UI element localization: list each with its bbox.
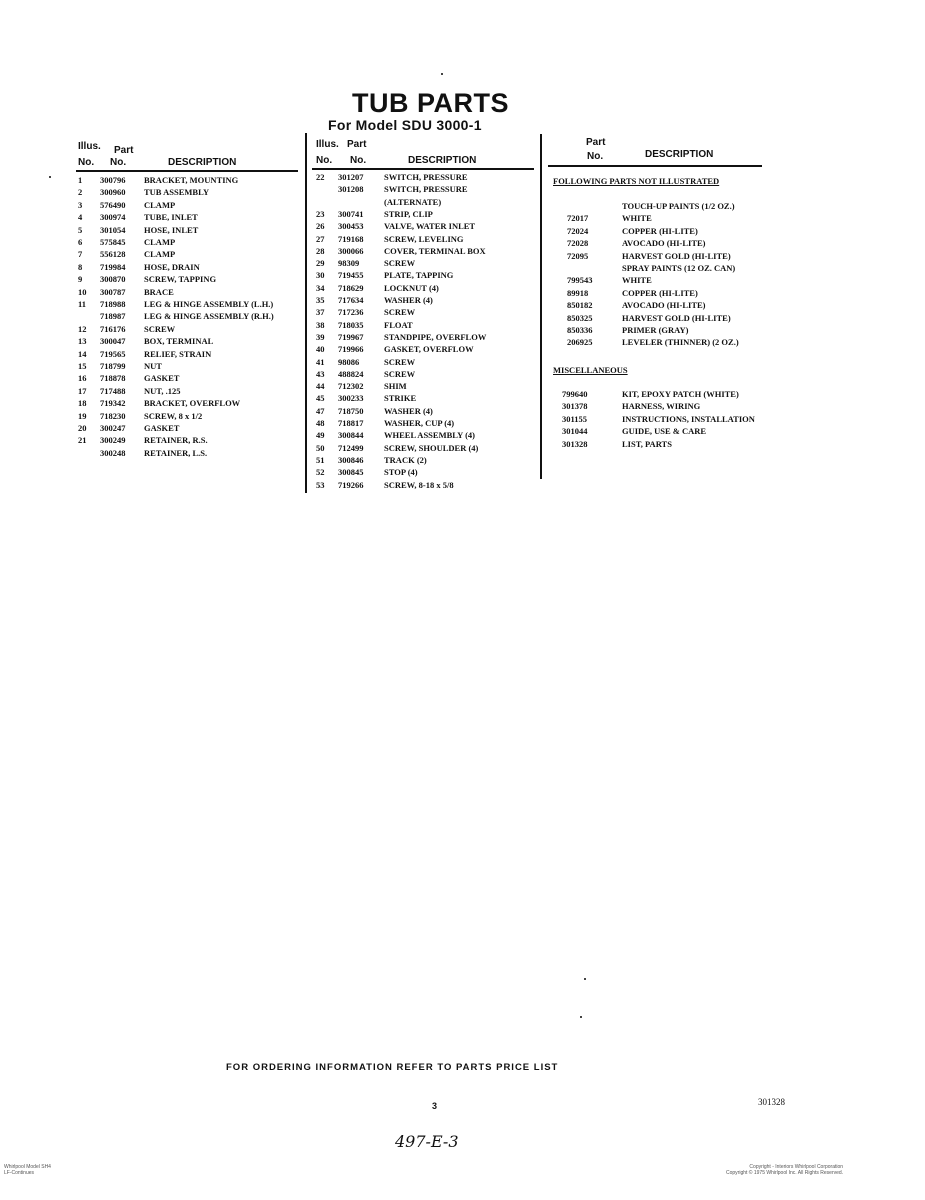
illus-number: 8 <box>78 261 83 272</box>
part-number: 718817 <box>338 418 364 428</box>
part-description: HOSE, DRAIN <box>144 261 200 272</box>
col3-header-description: DESCRIPTION <box>645 149 714 160</box>
part-number: 301155 <box>562 413 588 424</box>
part-description: FLOAT <box>384 319 413 330</box>
part-number: 89918 <box>567 287 589 298</box>
illus-number: 53 <box>316 479 325 490</box>
scan-speck <box>580 1016 582 1018</box>
part-description: CLAMP <box>144 237 176 247</box>
part-number: 716176 <box>100 323 126 334</box>
part-description: COPPER (HI-LITE) <box>622 225 698 236</box>
col2-header-illus: Illus. <box>316 139 339 150</box>
part-description: COVER, TERMINAL BOX <box>384 245 486 256</box>
col2-header-part: Part <box>347 139 367 150</box>
ordering-info-footer: FOR ORDERING INFORMATION REFER TO PARTS PRICE LIST <box>226 1062 559 1073</box>
col1-header-no-part: No. <box>110 157 127 168</box>
part-number: 717488 <box>100 385 126 396</box>
part-description: AVOCADO (HI-LITE) <box>622 300 706 311</box>
illus-number: 15 <box>78 361 87 371</box>
part-description: SCREW <box>384 356 416 367</box>
part-number: 719342 <box>100 398 126 409</box>
col3-header-rule <box>548 165 762 167</box>
part-number: 718987 <box>100 311 126 322</box>
part-description: WHITE <box>622 275 652 286</box>
part-number: 719967 <box>338 331 364 342</box>
illus-number: 6 <box>78 237 83 247</box>
illus-number: 4 <box>78 212 83 223</box>
part-description: INSTRUCTIONS, INSTALLATION <box>622 413 755 424</box>
illus-number: 34 <box>316 282 325 293</box>
fine-print-right: Copyright - Interiors Whirlpool Corporation Copyright © 1975 Whirlpool Inc. All Rights Reserved. <box>726 1164 844 1176</box>
illus-number: 21 <box>78 435 87 446</box>
part-description: LEG & HINGE ASSEMBLY (L.H.) <box>144 299 274 309</box>
part-number: 300233 <box>338 393 364 404</box>
illus-number: 39 <box>316 331 325 342</box>
illus-number: 3 <box>78 199 83 210</box>
part-number: 300066 <box>338 245 364 256</box>
part-description: LIST, PARTS <box>622 438 672 449</box>
illus-number: 7 <box>78 249 83 260</box>
part-number: 300796 <box>100 175 126 185</box>
part-number: 300741 <box>338 208 364 219</box>
illus-number: 51 <box>316 454 325 465</box>
part-description: HARVEST GOLD (HI-LITE) <box>622 250 731 261</box>
section-miscellaneous: MISCELLANEOUS <box>553 365 628 375</box>
part-number: 72095 <box>567 250 589 261</box>
illus-number: 1 <box>78 175 83 185</box>
col1-header-rule <box>76 170 298 172</box>
illus-number: 23 <box>316 208 325 219</box>
part-description: RETAINER, R.S. <box>144 435 208 446</box>
fine-print-left: Whirlpool Model SH4 LF-Continues <box>4 1164 51 1176</box>
part-description: RETAINER, L.S. <box>144 447 208 458</box>
illus-number: 27 <box>316 233 325 244</box>
part-description: SWITCH, PRESSURE <box>384 172 468 182</box>
section-not-illustrated: FOLLOWING PARTS NOT ILLUSTRATED <box>553 176 720 186</box>
part-description: SWITCH, PRESSURE <box>384 184 468 195</box>
part-description: GUIDE, USE & CARE <box>622 426 707 437</box>
part-number: 850182 <box>567 300 593 311</box>
part-number: 301044 <box>562 426 588 437</box>
illus-number: 22 <box>316 172 325 182</box>
part-number: 712499 <box>338 442 364 453</box>
col3-header-no: No. <box>587 151 604 162</box>
part-description: SCREW <box>384 307 416 318</box>
col2-header-rule <box>312 168 534 170</box>
part-number: 556128 <box>100 249 126 260</box>
part-number: 850336 <box>567 325 593 335</box>
part-description: LOCKNUT (4) <box>384 282 439 293</box>
scan-speck <box>584 978 586 980</box>
part-number: 300248 <box>100 447 126 458</box>
part-number: 300787 <box>100 286 126 297</box>
part-description: WHITE <box>622 213 652 224</box>
col3-header-part: Part <box>586 137 606 148</box>
illus-number: 9 <box>78 274 83 285</box>
part-description: WASHER (4) <box>384 405 433 416</box>
scan-speck <box>441 73 443 75</box>
part-description: WASHER (4) <box>384 295 433 305</box>
part-number: 719966 <box>338 344 364 355</box>
col1-header-illus: Illus. <box>78 141 101 152</box>
illus-number: 30 <box>316 270 325 281</box>
part-description: AVOCADO (HI-LITE) <box>622 238 706 249</box>
part-description: STRIP, CLIP <box>384 208 433 219</box>
part-description: COPPER (HI-LITE) <box>622 287 698 298</box>
handwritten-note: 497-E-3 <box>395 1132 459 1151</box>
part-description: SCREW, LEVELING <box>384 233 464 244</box>
part-number: 301208 <box>338 184 364 195</box>
part-number: 719565 <box>100 348 126 359</box>
part-description: SCREW <box>144 323 176 334</box>
illus-number: 26 <box>316 221 325 232</box>
part-description: HARVEST GOLD (HI-LITE) <box>622 312 731 323</box>
illus-number: 37 <box>316 307 325 318</box>
part-number: 718750 <box>338 405 364 416</box>
part-number: 72028 <box>567 238 589 249</box>
part-number: 799543 <box>567 275 593 286</box>
part-description: STANDPIPE, OVERFLOW <box>384 331 487 342</box>
part-description: KIT, EPOXY PATCH (WHITE) <box>622 389 739 399</box>
part-description: NUT, .125 <box>144 385 181 396</box>
part-description: LEG & HINGE ASSEMBLY (R.H.) <box>144 311 274 322</box>
col1-header-description: DESCRIPTION <box>168 157 237 168</box>
part-description: BRACE <box>144 286 174 297</box>
part-number: 718629 <box>338 282 364 293</box>
part-number: 301378 <box>562 401 588 412</box>
col1-header-part: Part <box>114 145 134 156</box>
part-description: WHEEL ASSEMBLY (4) <box>384 430 476 441</box>
part-number: 98086 <box>338 356 360 367</box>
part-description: CLAMP <box>144 199 176 210</box>
illus-number: 16 <box>78 373 87 384</box>
part-description: SCREW, 8 x 1/2 <box>144 410 203 421</box>
page-number: 3 <box>432 1101 438 1111</box>
part-description: STRIKE <box>384 393 417 404</box>
document-number: 301328 <box>758 1097 785 1107</box>
part-number: 719984 <box>100 261 126 272</box>
part-number: 799640 <box>562 389 588 399</box>
part-description: CLAMP <box>144 249 176 260</box>
illus-number: 43 <box>316 368 325 379</box>
part-description: TUBE, INLET <box>144 212 198 223</box>
part-number: 719168 <box>338 233 364 244</box>
part-description: SCREW <box>384 258 416 269</box>
part-number: 301328 <box>562 438 588 449</box>
part-number: 300047 <box>100 336 126 347</box>
part-description: BRACKET, OVERFLOW <box>144 398 241 409</box>
part-description: LEVELER (THINNER) (2 OZ.) <box>622 337 739 348</box>
part-number: 98309 <box>338 258 360 269</box>
illus-number: 10 <box>78 286 87 297</box>
part-description: SCREW, TAPPING <box>144 274 217 285</box>
part-description: SCREW <box>384 368 416 379</box>
illus-number: 28 <box>316 245 325 256</box>
illus-number: 52 <box>316 467 325 478</box>
part-number: 712302 <box>338 381 364 392</box>
part-description: GASKET <box>144 373 180 384</box>
part-number: 300974 <box>100 212 126 223</box>
column-divider-2 <box>540 134 542 479</box>
part-description: BRACKET, MOUNTING <box>144 175 239 185</box>
part-number: 300453 <box>338 221 364 232</box>
part-number: 72017 <box>567 213 589 224</box>
part-number: 718799 <box>100 361 126 371</box>
part-number: 718988 <box>100 299 126 309</box>
illus-number: 12 <box>78 323 87 334</box>
part-number: 576490 <box>100 199 126 210</box>
part-description: BOX, TERMINAL <box>144 336 214 347</box>
illus-number: 49 <box>316 430 325 441</box>
page-subtitle: For Model SDU 3000-1 <box>328 117 482 133</box>
part-description: STOP (4) <box>384 467 418 478</box>
illus-number: 14 <box>78 348 87 359</box>
column-divider-1 <box>305 133 307 493</box>
col2-header-no-part: No. <box>350 155 367 166</box>
part-description: PRIMER (GRAY) <box>622 325 689 335</box>
part-description: TOUCH-UP PAINTS (1/2 OZ.) <box>622 201 735 211</box>
col2-header-no: No. <box>316 155 333 166</box>
part-description: TRACK (2) <box>384 454 427 465</box>
part-number: 850325 <box>567 312 593 323</box>
part-description: PLATE, TAPPING <box>384 270 454 281</box>
part-number: 575845 <box>100 237 126 247</box>
part-description: VALVE, WATER INLET <box>384 221 476 232</box>
illus-number: 35 <box>316 295 325 305</box>
part-number: 301054 <box>100 224 126 235</box>
part-description: SHIM <box>384 381 407 392</box>
part-description: NUT <box>144 361 162 371</box>
part-number: 718035 <box>338 319 364 330</box>
part-description: TUB ASSEMBLY <box>144 187 210 198</box>
part-description: RELIEF, STRAIN <box>144 348 212 359</box>
illus-number: 13 <box>78 336 87 347</box>
part-description: HOSE, INLET <box>144 224 199 235</box>
illus-number: 48 <box>316 418 325 428</box>
illus-number: 29 <box>316 258 325 269</box>
part-number: 718230 <box>100 410 126 421</box>
part-number: 301207 <box>338 172 364 182</box>
illus-number: 17 <box>78 385 87 396</box>
col1-header-no: No. <box>78 157 95 168</box>
page-title: TUB PARTS <box>352 88 509 118</box>
illus-number: 40 <box>316 344 325 355</box>
part-description: WASHER, CUP (4) <box>384 418 455 428</box>
illus-number: 47 <box>316 405 325 416</box>
part-description: SCREW, 8-18 x 5/8 <box>384 479 454 490</box>
part-description: (ALTERNATE) <box>384 196 442 207</box>
illus-number: 41 <box>316 356 325 367</box>
part-number: 718878 <box>100 373 126 384</box>
part-number: 719455 <box>338 270 364 281</box>
part-description: GASKET <box>144 423 180 433</box>
illus-number: 50 <box>316 442 325 453</box>
illus-number: 11 <box>78 299 87 309</box>
illus-number: 20 <box>78 423 87 433</box>
illus-number: 19 <box>78 410 87 421</box>
part-number: 300247 <box>100 423 126 433</box>
part-number: 300845 <box>338 467 364 478</box>
part-number: 300846 <box>338 454 364 465</box>
illus-number: 45 <box>316 393 325 404</box>
illus-number: 18 <box>78 398 87 409</box>
part-number: 488824 <box>338 368 364 379</box>
part-description: SCREW, SHOULDER (4) <box>384 442 479 453</box>
part-number: 717236 <box>338 307 364 318</box>
part-description: HARNESS, WIRING <box>622 401 701 412</box>
illus-number: 5 <box>78 224 83 235</box>
illus-number: 38 <box>316 319 325 330</box>
part-description: GASKET, OVERFLOW <box>384 344 474 355</box>
illus-number: 2 <box>78 187 83 198</box>
part-description: SPRAY PAINTS (12 OZ. CAN) <box>622 263 736 273</box>
col2-header-description: DESCRIPTION <box>408 155 477 166</box>
part-number: 719266 <box>338 479 364 490</box>
part-number: 72024 <box>567 225 589 236</box>
part-number: 717634 <box>338 295 364 305</box>
part-number: 300870 <box>100 274 126 285</box>
part-number: 300960 <box>100 187 126 198</box>
part-number: 206925 <box>567 337 593 348</box>
illus-number: 44 <box>316 381 325 392</box>
part-number: 300844 <box>338 430 364 441</box>
scan-speck <box>49 176 51 178</box>
part-number: 300249 <box>100 435 126 446</box>
